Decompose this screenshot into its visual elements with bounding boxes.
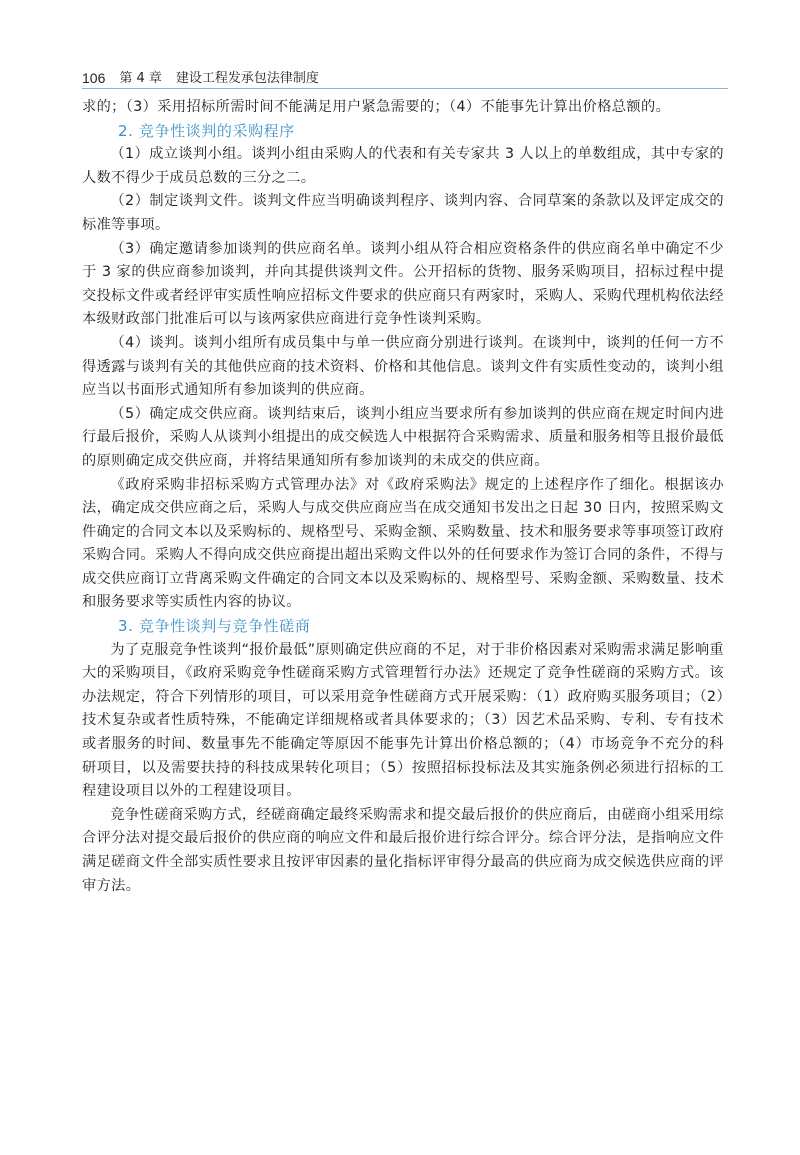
page-number: 106 — [82, 70, 106, 86]
header-divider — [82, 88, 728, 89]
continuation-paragraph: 求的；（3）采用招标所需时间不能满足用户紧急需要的；（4）不能事先计算出价格总额的。 — [82, 99, 671, 115]
paragraph: （1）成立谈判小组。谈判小组由采购人的代表和有关专家共 3 人以上的单数组成，其中专家的人数不得少于成员总数的三分之二。 — [82, 146, 724, 186]
paragraph: （5）确定成交供应商。谈判结束后，谈判小组应当要求所有参加谈判的供应商在规定时间内进行最后报价，采购人从谈判小组提出的成交候选人中根据符合采购需求、质量和服务相等且报价最低的原则确定成交供应商，并将结果通知所有参加谈判的未成交的供应商。 — [82, 405, 724, 469]
paragraph: （3）确定邀请参加谈判的供应商名单。谈判小组从符合相应资格条件的供应商名单中确定不少于 3 家的供应商参加谈判，并向其提供谈判文件。公开招标的货物、服务采购项目，招标过程中提交投标文件或者经评审实质性响应招标文件要求的供应商只有两家时，采购人、采购代理机构依法经本级财政部门批准后可以与该两家供应商进行竞争性谈判采购。 — [82, 240, 724, 328]
paragraph: 《政府采购非招标采购方式管理办法》对《政府采购法》规定的上述程序作了细化。根据该办法，确定成交供应商之后，采购人与成交供应商应当在成交通知书发出之日起 30 日内，按照采购文件确定的合同文本以及采购标的、规格型号、采购金额、采购数量、技术和服务要求等事项签订政府采购合同。采购人不得向成交供应商提出超出采购文件以外的任何要求作为签订合同的条件，不得与成交供应商订立背离采购文件确定的合同文本以及采购标的、规格型号、采购金额、采购数量、技术和服务要求等实质性内容的协议。 — [82, 476, 724, 611]
section-heading-procurement-procedure: 2. 竞争性谈判的采购程序 — [118, 121, 295, 140]
section-heading-negotiation-vs-consultation: 3. 竞争性谈判与竞争性磋商 — [118, 617, 311, 636]
running-header — [82, 64, 319, 86]
paragraph: 竞争性磋商采购方式，经磋商确定最终采购需求和提交最后报价的供应商后，由磋商小组采用综合评分法对提交最后报价的供应商的响应文件和最后报价进行综合评分。综合评分法，是指响应文件满足磋商文件全部实质性要求且按评审因素的量化指标评审得分最高的供应商为成交候选供应商的评审方法。 — [82, 806, 724, 894]
paragraph: 为了克服竞争性谈判“报价最低”原则确定供应商的不足，对于非价格因素对采购需求满足影响重大的采购项目，《政府采购竞争性磋商采购方式管理暂行办法》还规定了竞争性磋商的采购方式。该办法规定，符合下列情形的项目，可以采用竞争性磋商方式开展采购：（1）政府购买服务项目；（2）技术复杂或者性质特殊，不能确定详细规格或者具体要求的；（3）因艺术品采购、专利、专有技术或者服务的时间、数量事先不能确定等原因不能事先计算出价格总额的；（4）市场竞争不充分的科研项目，以及需要扶持的科技成果转化项目；（5）按照招标投标法及其实施条例必须进行招标的工程建设项目以外的工程建设项目。 — [82, 641, 724, 800]
chapter-title: 建设工程发承包法律制度 — [175, 71, 319, 86]
body-text — [82, 96, 724, 898]
chapter-number: 第 4 章 — [119, 71, 162, 86]
paragraph: （4）谈判。谈判小组所有成员集中与单一供应商分别进行谈判。在谈判中，谈判的任何一方不得透露与谈判有关的其他供应商的技术资料、价格和其他信息。谈判文件有实质性变动的，谈判小组应当以书面形式通知所有参加谈判的供应商。 — [82, 334, 724, 399]
paragraph: （2）制定谈判文件。谈判文件应当明确谈判程序、谈判内容、合同草案的条款以及评定成交的标准等事项。 — [82, 193, 724, 233]
